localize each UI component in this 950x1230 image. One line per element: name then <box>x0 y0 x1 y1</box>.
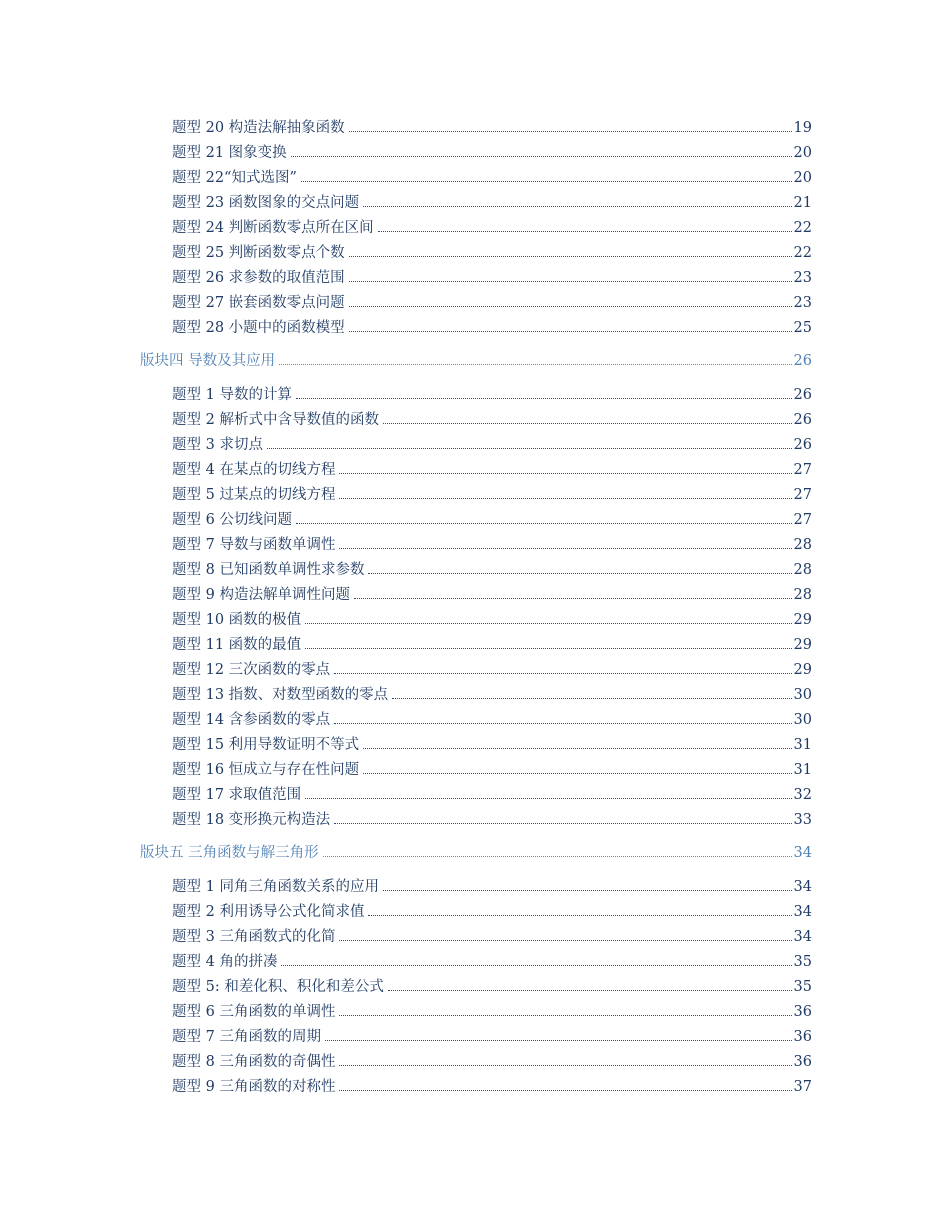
toc-entry-title: 题型 25 判断函数零点个数 <box>172 245 345 261</box>
toc-entry-page: 29 <box>793 662 812 678</box>
toc-entry-title: 题型 28 小题中的函数模型 <box>172 320 345 336</box>
toc-entry-page: 30 <box>793 712 812 728</box>
toc-entry-page: 26 <box>793 353 812 369</box>
toc-entry-page: 22 <box>793 220 812 236</box>
dot-leader <box>267 448 792 449</box>
toc-entry[interactable] <box>172 293 812 313</box>
dot-leader <box>368 915 791 916</box>
dot-leader <box>334 673 791 674</box>
toc-entry-page: 21 <box>793 195 812 211</box>
dot-leader <box>354 598 792 599</box>
toc-entry-page: 34 <box>793 904 812 920</box>
toc-entry-page: 27 <box>793 487 812 503</box>
dot-leader <box>339 1090 791 1091</box>
toc-entry[interactable] <box>172 710 812 730</box>
toc-entry-title: 题型 22“知式选图” <box>172 170 297 186</box>
dot-leader <box>368 573 791 574</box>
toc-entry[interactable] <box>172 485 812 505</box>
toc-entry[interactable] <box>172 243 812 263</box>
toc-entry-page: 26 <box>793 412 812 428</box>
toc-entry[interactable] <box>172 268 812 288</box>
toc-entry[interactable] <box>172 635 812 655</box>
dot-leader <box>296 523 792 524</box>
toc-entry[interactable] <box>172 1027 812 1047</box>
toc-entry-page: 23 <box>793 270 812 286</box>
toc-entry-page: 26 <box>793 437 812 453</box>
toc-entry-page: 27 <box>793 512 812 528</box>
toc-entry-title: 题型 5: 和差化积、积化和差公式 <box>172 979 384 995</box>
dot-leader <box>305 798 791 799</box>
dot-leader <box>383 890 792 891</box>
dot-leader <box>383 423 792 424</box>
toc-entry[interactable] <box>172 535 812 555</box>
toc-entry-title: 题型 16 恒成立与存在性问题 <box>172 762 360 778</box>
toc-entry-title: 题型 8 已知函数单调性求参数 <box>172 562 365 578</box>
toc-entry-page: 19 <box>793 120 812 136</box>
toc-entry[interactable] <box>172 435 812 455</box>
toc-entry-page: 30 <box>793 687 812 703</box>
toc-entry-title: 题型 24 判断函数零点所在区间 <box>172 220 374 236</box>
toc-entry[interactable] <box>172 1052 812 1072</box>
toc-entry[interactable] <box>172 410 812 430</box>
toc-entry-title: 题型 10 函数的极值 <box>172 612 302 628</box>
toc-entry-title: 题型 4 在某点的切线方程 <box>172 462 336 478</box>
toc-entry[interactable] <box>172 318 812 338</box>
toc-entry[interactable] <box>172 952 812 972</box>
toc-entry[interactable] <box>172 685 812 705</box>
toc-entry[interactable] <box>172 218 812 238</box>
toc-entry[interactable] <box>172 460 812 480</box>
toc-entry-page: 36 <box>793 1054 812 1070</box>
dot-leader <box>334 823 791 824</box>
toc-entry[interactable] <box>172 660 812 680</box>
dot-leader <box>339 1015 791 1016</box>
dot-leader <box>363 206 791 207</box>
dot-leader <box>339 1065 791 1066</box>
toc-entry-title: 题型 7 三角函数的周期 <box>172 1029 321 1045</box>
dot-leader <box>349 281 792 282</box>
toc-entry-title: 题型 17 求取值范围 <box>172 787 302 803</box>
toc-entry-title: 版块四 导数及其应用 <box>140 353 276 369</box>
toc-entry-title: 题型 18 变形换元构造法 <box>172 812 331 828</box>
toc-entry-title: 题型 27 嵌套函数零点问题 <box>172 295 345 311</box>
toc-entry-title: 题型 2 解析式中含导数值的函数 <box>172 412 379 428</box>
toc-entry-title: 题型 20 构造法解抽象函数 <box>172 120 345 136</box>
toc-entry-page: 35 <box>793 954 812 970</box>
toc-entry-page: 32 <box>793 787 812 803</box>
toc-entry-page: 36 <box>793 1004 812 1020</box>
dot-leader <box>363 748 791 749</box>
toc-entry[interactable] <box>172 385 812 405</box>
toc-entry[interactable] <box>172 168 812 188</box>
dot-leader <box>296 398 792 399</box>
dot-leader <box>349 331 792 332</box>
toc-entry-title: 题型 1 同角三角函数关系的应用 <box>172 879 379 895</box>
dot-leader <box>388 990 792 991</box>
toc-entry[interactable] <box>172 810 812 830</box>
toc-entry[interactable] <box>172 977 812 997</box>
toc-entry-title: 题型 12 三次函数的零点 <box>172 662 331 678</box>
dot-leader <box>323 856 792 857</box>
toc-entry-title: 题型 23 函数图象的交点问题 <box>172 195 360 211</box>
dot-leader <box>279 364 791 365</box>
toc-entry[interactable] <box>172 143 812 163</box>
toc-entry[interactable] <box>172 760 812 780</box>
dot-leader <box>349 306 792 307</box>
toc-entry-page: 31 <box>793 737 812 753</box>
toc-entry[interactable] <box>172 735 812 755</box>
toc-entry-title: 题型 2 利用诱导公式化简求值 <box>172 904 365 920</box>
toc-entry-title: 题型 6 公切线问题 <box>172 512 292 528</box>
toc-entry[interactable] <box>172 560 812 580</box>
toc-entry-title: 题型 3 求切点 <box>172 437 263 453</box>
toc-section-heading[interactable] <box>140 843 812 863</box>
toc-entry-page: 31 <box>793 762 812 778</box>
toc-entry-title: 题型 3 三角函数式的化简 <box>172 929 336 945</box>
toc-entry-page: 34 <box>793 845 812 861</box>
toc-entry-page: 36 <box>793 1029 812 1045</box>
toc-entry-page: 23 <box>793 295 812 311</box>
toc-entry-page: 29 <box>793 637 812 653</box>
toc-entry[interactable] <box>172 927 812 947</box>
toc-entry-title: 题型 9 构造法解单调性问题 <box>172 587 350 603</box>
toc-entry[interactable] <box>172 585 812 605</box>
toc-entry[interactable] <box>172 193 812 213</box>
toc-entry-page: 33 <box>793 812 812 828</box>
dot-leader <box>305 648 791 649</box>
dot-leader <box>349 131 792 132</box>
toc-entry[interactable] <box>172 785 812 805</box>
dot-leader <box>339 548 791 549</box>
toc-entry-page: 34 <box>793 879 812 895</box>
toc-entry-page: 37 <box>793 1079 812 1095</box>
dot-leader <box>339 498 791 499</box>
toc-entry-page: 25 <box>793 320 812 336</box>
toc-entry-page: 28 <box>793 587 812 603</box>
dot-leader <box>349 256 792 257</box>
toc-entry[interactable] <box>172 510 812 530</box>
toc-entry-title: 题型 4 角的拼凑 <box>172 954 278 970</box>
toc-entry-page: 20 <box>793 145 812 161</box>
toc-entry-title: 题型 7 导数与函数单调性 <box>172 537 336 553</box>
toc-entry[interactable] <box>172 1077 812 1097</box>
toc-entry-page: 34 <box>793 929 812 945</box>
dot-leader <box>334 723 791 724</box>
toc-entry[interactable] <box>172 877 812 897</box>
dot-leader <box>392 698 791 699</box>
toc-entry-page: 28 <box>793 537 812 553</box>
toc-entry-page: 27 <box>793 462 812 478</box>
toc-entry[interactable] <box>172 902 812 922</box>
toc-entry-page: 22 <box>793 245 812 261</box>
toc-entry-title: 题型 1 导数的计算 <box>172 387 292 403</box>
toc-entry[interactable] <box>172 118 812 138</box>
toc-entry-title: 题型 26 求参数的取值范围 <box>172 270 345 286</box>
dot-leader <box>339 940 791 941</box>
toc-entry-title: 题型 21 图象变换 <box>172 145 287 161</box>
dot-leader <box>378 231 792 232</box>
toc-entry-title: 题型 13 指数、对数型函数的零点 <box>172 687 389 703</box>
toc-entry-title: 版块五 三角函数与解三角形 <box>140 845 319 861</box>
toc-entry[interactable] <box>172 1002 812 1022</box>
dot-leader <box>325 1040 792 1041</box>
dot-leader <box>363 773 791 774</box>
toc-entry-title: 题型 5 过某点的切线方程 <box>172 487 336 503</box>
toc-entry-page: 28 <box>793 562 812 578</box>
dot-leader <box>291 156 792 157</box>
dot-leader <box>305 623 791 624</box>
toc-section-heading[interactable] <box>140 351 812 371</box>
toc-entry-title: 题型 8 三角函数的奇偶性 <box>172 1054 336 1070</box>
toc-entry-page: 20 <box>793 170 812 186</box>
toc-entry-page: 26 <box>793 387 812 403</box>
toc-entry-title: 题型 6 三角函数的单调性 <box>172 1004 336 1020</box>
dot-leader <box>301 181 792 182</box>
toc-entry-page: 29 <box>793 612 812 628</box>
toc-entry-title: 题型 14 含参函数的零点 <box>172 712 331 728</box>
toc-entry-title: 题型 11 函数的最值 <box>172 637 302 653</box>
toc-entry[interactable] <box>172 610 812 630</box>
toc-entry-title: 题型 15 利用导数证明不等式 <box>172 737 360 753</box>
toc-entry-page: 35 <box>793 979 812 995</box>
toc-entry-title: 题型 9 三角函数的对称性 <box>172 1079 336 1095</box>
dot-leader <box>281 965 791 966</box>
dot-leader <box>339 473 791 474</box>
